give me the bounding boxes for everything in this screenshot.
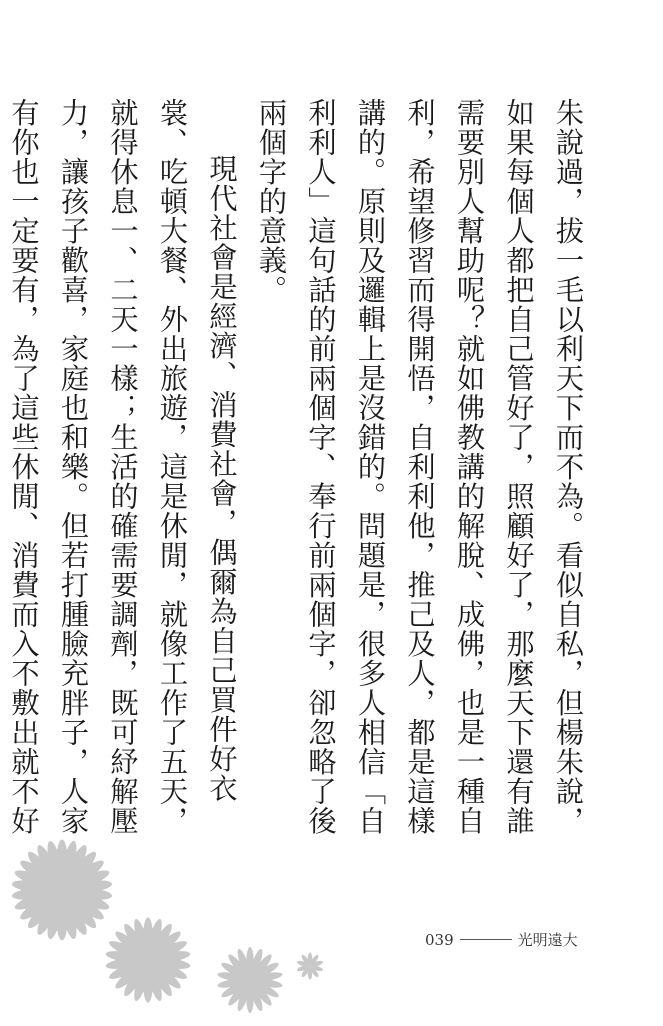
flower-large [11, 840, 113, 941]
flower-center [57, 885, 67, 895]
paragraph-2: 現代社會是經濟、消費社會，偶爾為自己買件好衣裳、吃頓大餐、外出旅遊，這是休閒，就像工作了五天，就得休息一、二天一樣；生活的確需要調劑，既可紓解壓力，讓孩子歡喜，家庭也和樂。但若打腫臉充胖子，人家有你也一定要有，為了這些休閒、消費而入不敷出就不好 [7, 98, 239, 836]
paragraph-1: 朱說過，拔一毛以利天下而不為。看似自私，但楊朱說，如果每個人都把自己管好了，照顧好了，那麼天下還有誰需要別人幫助呢？就如佛教講的解脫、成佛，也是一種自利，希望修習而得開悟，自利利他，推己及人，都是這樣講的。原則及邏輯上是沒錯的。問題是，很多人相信「自利利人」這句話的前兩個字、奉行前兩個字，卻忽略了後兩個字的意義。 [255, 98, 585, 836]
flower-center [308, 964, 312, 968]
footer-rule [460, 939, 512, 940]
flower-right [217, 947, 283, 1013]
flower-decoration [0, 830, 340, 1026]
flower-center [247, 977, 254, 984]
flower-center [144, 956, 153, 965]
page-number: 039 [425, 930, 454, 949]
book-title: 光明遠大 [517, 931, 578, 949]
flower-small [296, 952, 323, 979]
page-footer [425, 929, 578, 950]
flower-medium [105, 917, 191, 1002]
vertical-text-body [3, 98, 593, 850]
